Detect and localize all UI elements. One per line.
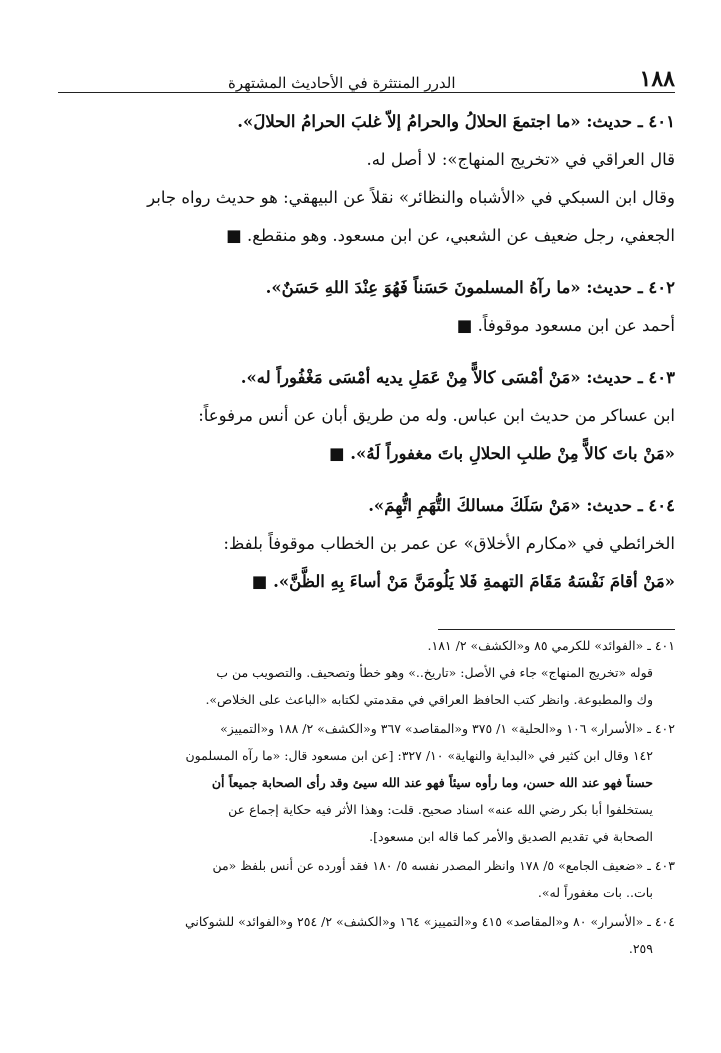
page-header xyxy=(58,62,675,93)
entry-line: أحمد عن ابن مسعود موقوفاً. ■ xyxy=(456,316,675,335)
footnote-line: حسناً فهو عند الله حسن، وما رأوه سيئاً فهو عند الله سيئ وقد رأى الصحابة جميعاً أن xyxy=(211,775,653,790)
footnote-line: وك والمطبوعة. وانظر كتب الحافظ العراقي في مقدمتي لكتابه «الباعث على الخلاص». xyxy=(205,692,653,707)
footnote-line: قوله «تخريج المنهاج» جاء في الأصل: «تاريخ..» وهو خطأ وتصحيف. والتصويب من ب xyxy=(216,665,653,680)
footnote-divider xyxy=(438,629,675,630)
running-title: الدرر المنتثرة في الأحاديث المشتهرة xyxy=(228,74,456,92)
entry-heading: ٤٠٤ ـ حديث: «مَنْ سَلَكَ مسالكَ التُّهَمِ اتُّهِمَ». xyxy=(368,496,675,515)
entry-line: وقال ابن السبكي في «الأشباه والنظائر» نقلاً عن البيهقي: هو حديث رواه جابر xyxy=(147,188,675,207)
footnote-line: الصحابة في تقديم الصديق والأمر كما قاله ابن مسعود]. xyxy=(369,829,653,844)
main-text xyxy=(58,103,675,601)
footnote-line: يستخلفوا أبا بكر رضي الله عنه» اسناد صحيح. قلت: وهذا الأثر فيه حكاية إجماع عن xyxy=(228,802,653,817)
entry-heading: ٤٠٢ ـ حديث: «ما رآهُ المسلمونَ حَسَناً فَهُوَ عِنْدَ اللهِ حَسَنٌ». xyxy=(265,278,675,297)
hadith-entry-402 xyxy=(58,269,675,345)
hadith-entry-403 xyxy=(58,359,675,473)
footnote-line: ٤٠٣ ـ «ضعيف الجامع» ٥/ ١٧٨ وانظر المصدر نفسه ٥/ ١٨٠ فقد أورده عن أنس بلفظ «من xyxy=(212,858,675,873)
footnote-line: ٤٠١ ـ «الفوائد» للكرمي ٨٥ و«الكشف» ٢/ ١٨١. xyxy=(427,638,675,653)
footnote-402 xyxy=(58,715,675,850)
footnote-404 xyxy=(58,908,675,962)
hadith-entry-401 xyxy=(58,103,675,255)
entry-line: الخرائطي في «مكارم الأخلاق» عن عمر بن الخطاب موقوفاً بلفظ: xyxy=(223,534,675,553)
footnote-line: ٢٥٩. xyxy=(628,941,653,956)
page-number: ١٨٨ xyxy=(639,66,675,92)
entry-line: ابن عساكر من حديث ابن عباس. وله من طريق أبان عن أنس مرفوعاً: xyxy=(198,406,675,425)
footnotes xyxy=(58,629,675,964)
footnote-line: ٤٠٤ ـ «الأسرار» ٨٠ و«المقاصد» ٤١٥ و«التمييز» ١٦٤ و«الكشف» ٢/ ٢٥٤ و«الفوائد» للشوكاني xyxy=(184,914,675,929)
entry-heading: ٤٠١ ـ حديث: «ما اجتمعَ الحلالُ والحرامُ إلاّ غلبَ الحرامُ الحلالَ». xyxy=(237,112,675,131)
footnote-line: بات.. بات مغفوراً له». xyxy=(537,885,653,900)
entry-quote-line: «مَنْ باتَ كالاًّ مِنْ طلبِ الحلالِ باتَ مغفوراً لَهُ». ■ xyxy=(328,444,675,463)
entry-heading: ٤٠٣ ـ حديث: «مَنْ أمْسَى كالاًّ مِنْ عَمَلِ يديه أمْسَى مَغْفُوراً له». xyxy=(240,368,675,387)
book-page xyxy=(58,62,675,992)
entry-quote-line: «مَنْ أقامَ نَفْسَهُ مَقَامَ التهمةِ فَلا يَلُومَنَّ مَنْ أساءَ بِهِ الظَّنَّ». ■ xyxy=(251,572,675,591)
entry-line: قال العراقي في «تخريج المنهاج»: لا أصل له. xyxy=(366,150,675,169)
footnote-401 xyxy=(58,632,675,713)
footnote-line: ١٤٢ وقال ابن كثير في «البداية والنهاية» ١٠/ ٣٢٧: [عن ابن مسعود قال: «ما رآه المسلمون xyxy=(185,748,653,763)
entry-line: الجعفي، رجل ضعيف عن الشعبي، عن ابن مسعود. وهو منقطع. ■ xyxy=(226,226,675,245)
hadith-entry-404 xyxy=(58,487,675,601)
footnote-line: ٤٠٢ ـ «الأسرار» ١٠٦ و«الحلية» ١/ ٣٧٥ و«المقاصد» ٣٦٧ و«الكشف» ٢/ ١٨٨ و«التمييز» xyxy=(220,721,675,736)
footnote-403 xyxy=(58,852,675,906)
